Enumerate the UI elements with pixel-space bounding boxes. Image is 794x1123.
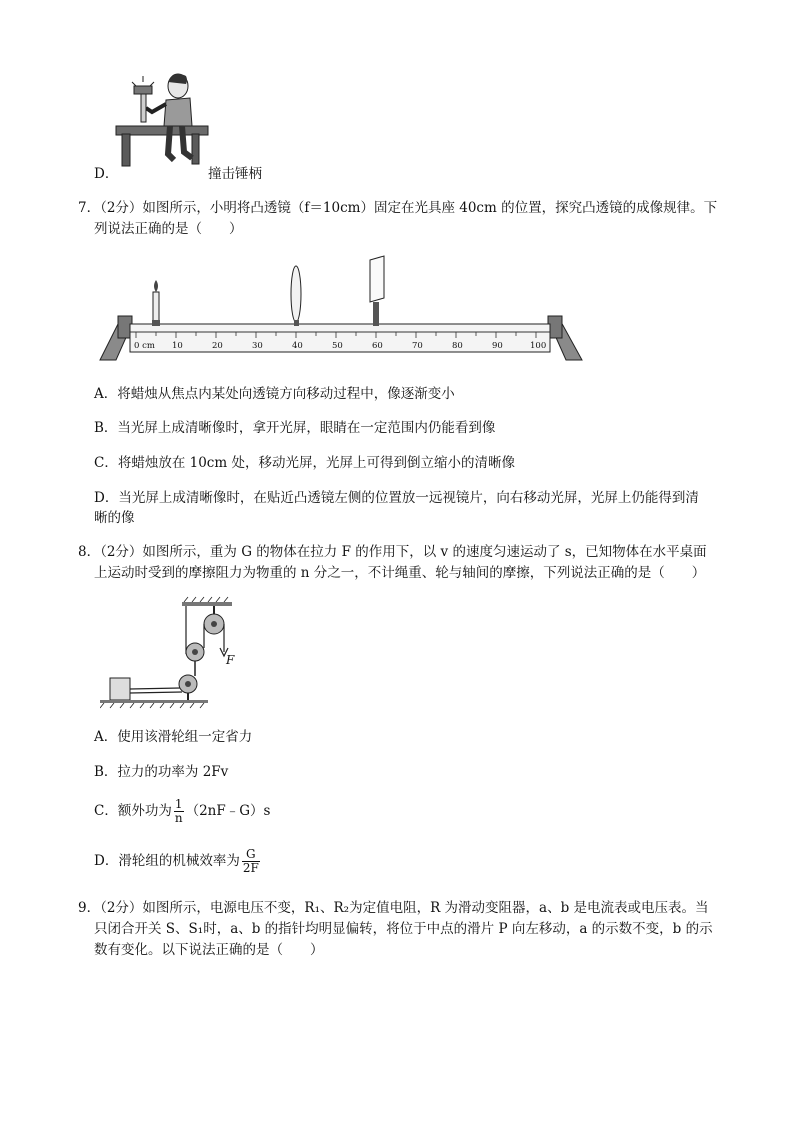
q9-stem-line3: 数有变化。以下说法正确的是（ ）: [94, 942, 324, 958]
bench-label-60: 60: [372, 341, 383, 351]
q8-option-b: B．拉力的功率为 2Fv: [94, 764, 229, 780]
q6-option-d-letter: D．: [94, 166, 119, 182]
q7-stem-line2: 列说法正确的是（ ）: [94, 221, 243, 237]
q7-option-b: B．当光屏上成清晰像时，拿开光屏，眼睛在一定范围内仍能看到像: [94, 420, 496, 436]
q9-stem-line2: 只闭合开关 S、S₁时，a、b 的指针均明显偏转，将位于中点的滑片 P 向左移动，a 的示数不变，b 的示: [94, 921, 713, 937]
force-label-f: F: [226, 653, 235, 667]
pulley-system-figure: [100, 596, 250, 712]
q8-option-d: [94, 846, 262, 876]
bench-label-10: 10: [172, 341, 183, 351]
light-screen: [370, 256, 384, 326]
bench-label-30: 30: [252, 341, 263, 351]
q7-option-a: A．将蜡烛从焦点内某处向透镜方向移动过程中，像逐渐变小: [94, 386, 455, 402]
hammer-person-figure: [112, 68, 212, 172]
convex-lens: [291, 266, 301, 326]
bench-label-80: 80: [452, 341, 463, 351]
q7-stem-line1: 7．（2分）如图所示，小明将凸透镜（f＝10cm）固定在光具座 40cm 的位置，探究凸透镜的成像规律。下: [78, 200, 718, 216]
q9-stem-line1: 9．（2分）如图所示，电源电压不变，R₁、R₂为定值电阻，R 为滑动变阻器，a、b 是电流表或电压表。当: [78, 900, 709, 916]
optical-bench-figure: [98, 254, 584, 366]
q8-option-a: A．使用该滑轮组一定省力: [94, 729, 253, 745]
bench-label-0: 0 cm: [134, 341, 155, 351]
q7-option-c: C．将蜡烛放在 10cm 处，移动光屏，光屏上可得到倒立缩小的清晰像: [94, 455, 515, 471]
q8-option-c: [94, 796, 270, 826]
bench-label-40: 40: [292, 341, 303, 351]
q8-option-c-suffix: （2nF﹣G）s: [185, 803, 271, 819]
candle: [152, 280, 160, 326]
q7-option-d-line2: 晰的像: [94, 510, 135, 526]
bench-label-90: 90: [492, 341, 503, 351]
q8-stem-line2: 上运动时受到的摩擦阻力为物重的 n 分之一，不计绳重、轮与轴间的摩擦，下列说法正确的是（ ）: [94, 565, 706, 581]
q8-option-d-numerator: G: [242, 848, 260, 862]
q7-option-d-line1: D．当光屏上成清晰像时，在贴近凸透镜左侧的位置放一远视镜片，向右移动光屏，光屏上仍能得到清: [94, 490, 699, 506]
q8-option-c-fraction: [174, 798, 184, 825]
q8-stem-line1: 8．（2分）如图所示，重为 G 的物体在拉力 F 的作用下，以 v 的速度匀速运动了 s，已知物体在水平桌面: [78, 544, 707, 560]
q6-option-d-caption: 撞击锤柄: [208, 166, 262, 182]
q8-option-d-fraction: [242, 848, 260, 875]
bench-label-100: 100: [530, 341, 547, 351]
q8-option-d-denominator: 2F: [242, 861, 259, 875]
q8-option-c-prefix: C．额外功为: [94, 803, 172, 819]
bench-label-70: 70: [412, 341, 423, 351]
q8-option-c-denominator: n: [174, 811, 183, 825]
q8-option-c-numerator: 1: [174, 797, 183, 811]
bench-label-20: 20: [212, 341, 223, 351]
bench-label-50: 50: [332, 341, 343, 351]
q8-option-d-prefix: D．滑轮组的机械效率为: [94, 853, 240, 869]
